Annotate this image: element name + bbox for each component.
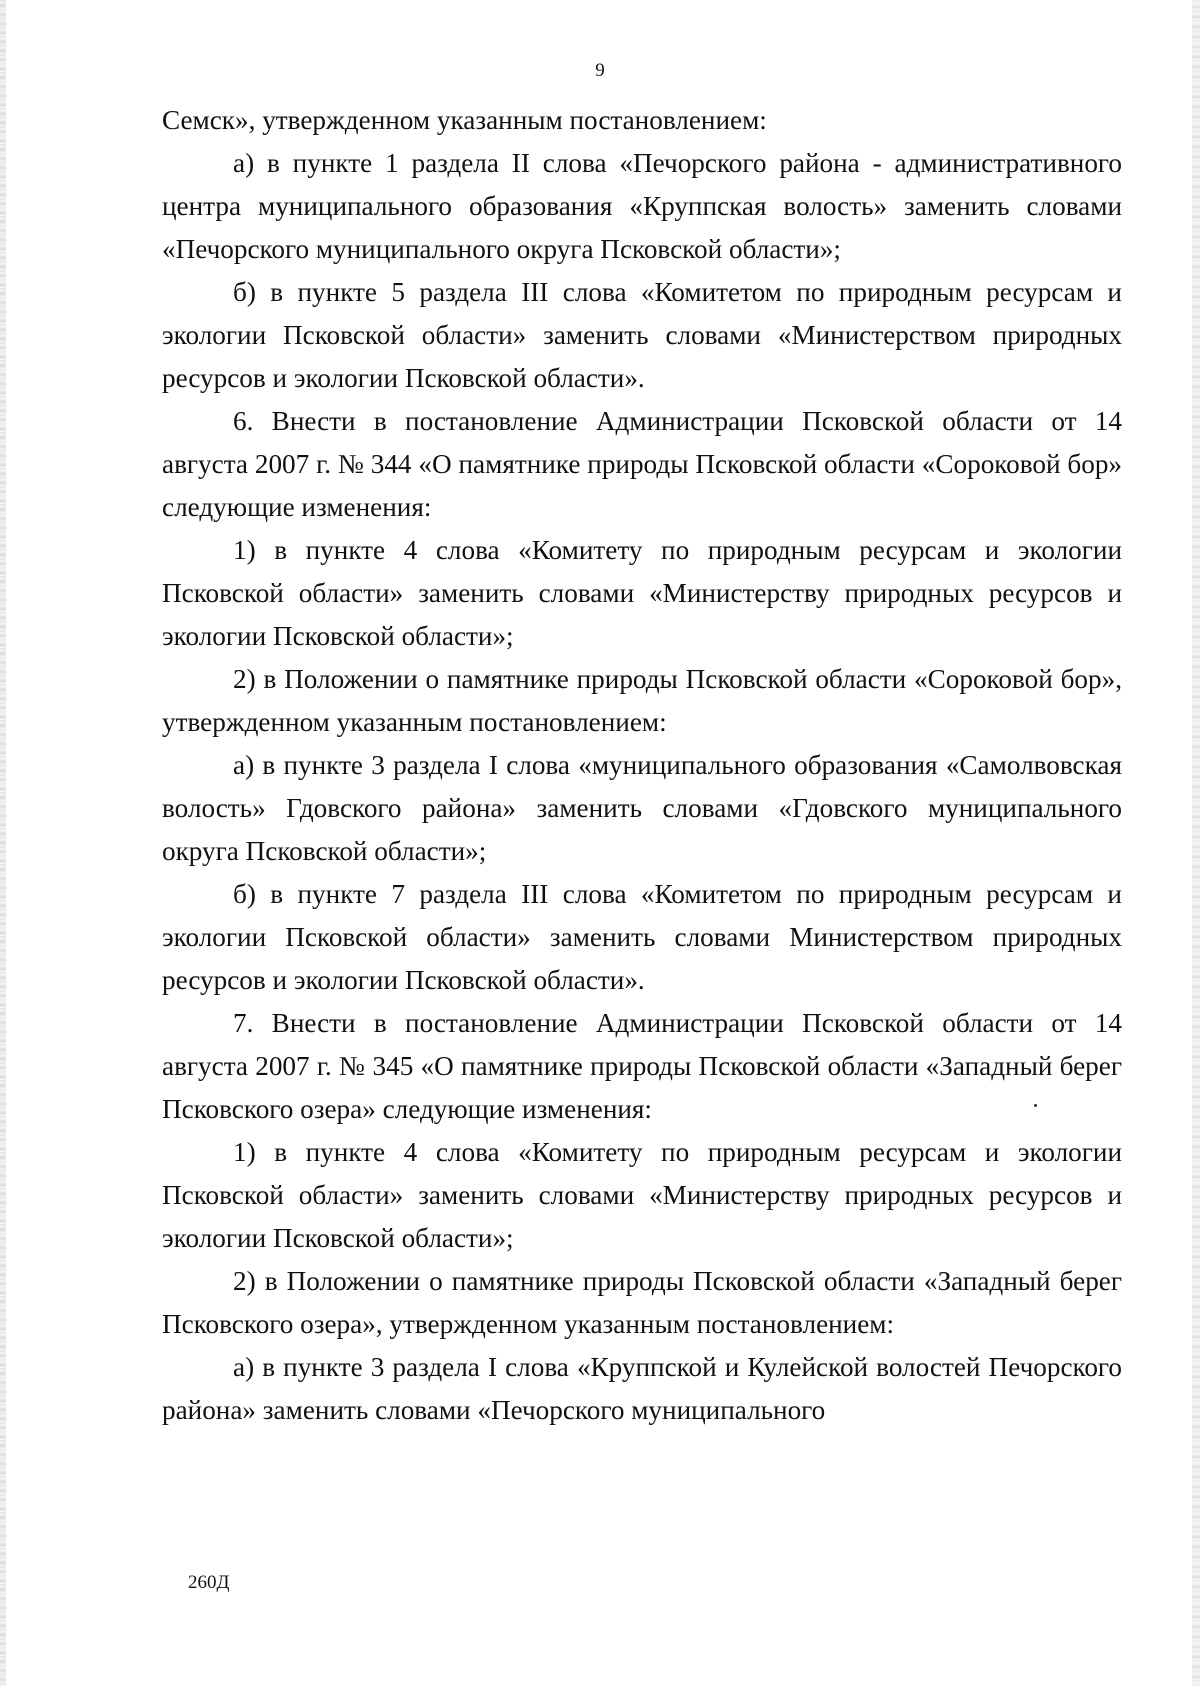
paragraph-section-7: 7. Внести в постановление Администрации Псковской области от 14 августа 2007 г. № 345 «О памятнике природы Псковской области «Западный берег Псковского озера» следующие изменения: bbox=[162, 1008, 1122, 1124]
scan-edge-left bbox=[0, 0, 6, 1686]
document-body bbox=[162, 99, 1122, 1432]
paragraph-item-a: а) в пункте 3 раздела I слова «Круппской и Кулейской волостей Печорского района» заменить словами «Печорского муниципального bbox=[162, 1352, 1122, 1425]
scan-speck bbox=[1034, 1104, 1037, 1107]
paragraph-item-a: а) в пункте 3 раздела I слова «муниципального образования «Самолвовская волость» Гдовского района» заменить словами «Гдовского муниципального округа Псковской области»; bbox=[162, 750, 1122, 866]
paragraph-item-a: а) в пункте 1 раздела II слова «Печорского района - административного центра муниципального образования «Круппская волость» заменить словами «Печорского муниципального округа Псковской области»; bbox=[162, 148, 1122, 264]
paragraph-item-2: 2) в Положении о памятнике природы Псковской области «Сороковой бор», утвержденном указанным постановлением: bbox=[162, 664, 1122, 737]
paragraph-section-6: 6. Внести в постановление Администрации Псковской области от 14 августа 2007 г. № 344 «О памятнике природы Псковской области «Сороковой бор» следующие изменения: bbox=[162, 406, 1122, 522]
paragraph-item-2: 2) в Положении о памятнике природы Псковской области «Западный берег Псковского озера», утвержденном указанным постановлением: bbox=[162, 1266, 1122, 1339]
paragraph-item-b: б) в пункте 7 раздела III слова «Комитетом по природным ресурсам и экологии Псковской области» заменить словами Министерством природных ресурсов и экологии Псковской области». bbox=[162, 879, 1122, 995]
paragraph-item-b: б) в пункте 5 раздела III слова «Комитетом по природным ресурсам и экологии Псковской области» заменить словами «Министерством природных ресурсов и экологии Псковской области». bbox=[162, 277, 1122, 393]
paragraph-continuation: Семск», утвержденном указанным постановлением: bbox=[162, 105, 767, 135]
footer-document-code: 260Д bbox=[188, 1572, 230, 1593]
paragraph-item-1: 1) в пункте 4 слова «Комитету по природным ресурсам и экологии Псковской области» заменить словами «Министерству природных ресурсов и экологии Псковской области»; bbox=[162, 535, 1122, 651]
paragraph-item-1: 1) в пункте 4 слова «Комитету по природным ресурсам и экологии Псковской области» заменить словами «Министерству природных ресурсов и экологии Псковской области»; bbox=[162, 1137, 1122, 1253]
scan-edge-right bbox=[1192, 0, 1200, 1686]
page-number: 9 bbox=[595, 60, 605, 81]
